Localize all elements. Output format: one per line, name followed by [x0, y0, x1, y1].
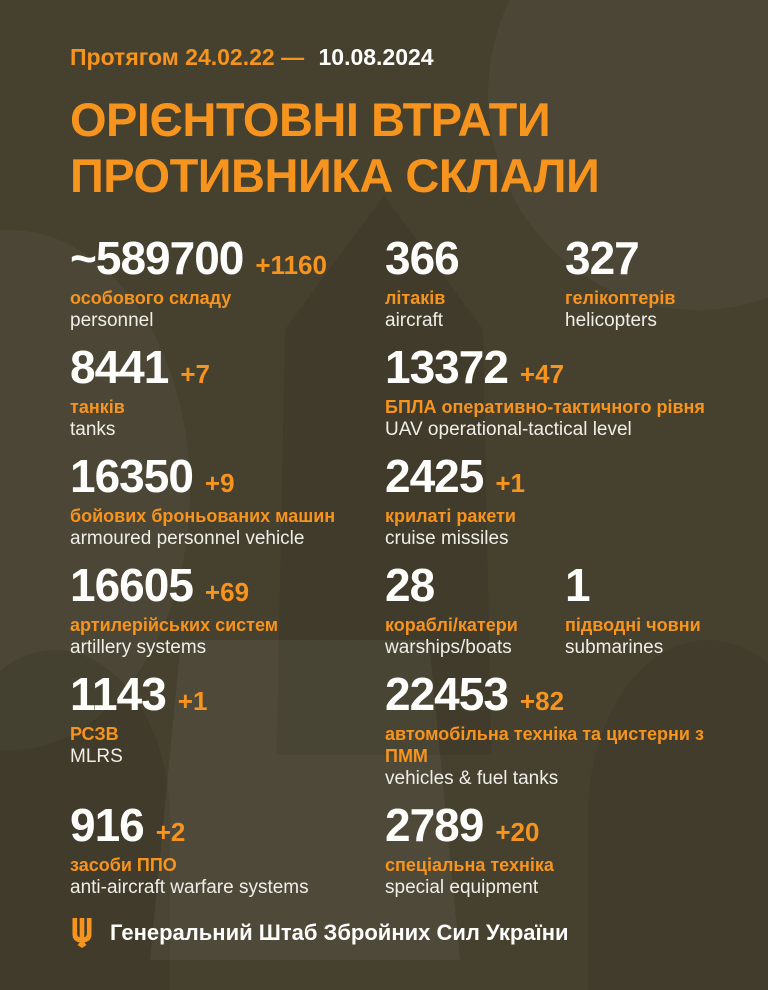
stat-label-uk: кораблі/катери	[385, 615, 518, 635]
report-period	[70, 44, 728, 70]
stat-mlrs	[70, 670, 385, 791]
stat-value-line	[385, 343, 728, 391]
stat-special-equipment	[385, 801, 728, 900]
stat-label-en: artillery systems	[70, 637, 207, 658]
stat-label-en: UAV operational-tactical level	[385, 419, 632, 440]
stat-label-uk: автомобільна техніка та цистерни з ПММ	[385, 724, 704, 766]
stat-delta: +47	[519, 359, 565, 389]
stat-delta: +7	[180, 359, 210, 389]
page-title-line2: ПРОТИВНИКА СКЛАЛИ	[70, 149, 600, 202]
stat-delta: +1	[495, 468, 525, 498]
stat-label-uk: РСЗВ	[70, 724, 119, 744]
stat-label-en: special equipment	[385, 877, 539, 898]
stat-aircraft	[385, 234, 565, 333]
stat-value-line	[565, 561, 728, 609]
stat-label-uk: бойових броньованих машин	[70, 506, 336, 526]
report-period-prefix: Протягом 24.02.22 —	[70, 44, 305, 70]
stat-personnel	[70, 234, 385, 333]
stat-value: 8441	[70, 341, 169, 393]
stats-row-2	[70, 343, 728, 442]
report-date: 10.08.2024	[318, 44, 434, 70]
stat-value: 1143	[70, 668, 166, 720]
stat-value-line	[70, 561, 385, 609]
stat-value-line	[70, 670, 385, 718]
stats-row-3	[70, 452, 728, 551]
stat-delta: +1160	[255, 250, 327, 280]
stats-row-5	[70, 670, 728, 791]
stat-label-en: vehicles & fuel tanks	[385, 768, 559, 789]
stat-label-en: tanks	[70, 419, 116, 440]
stat-uav	[385, 343, 728, 442]
stat-helicopters	[565, 234, 728, 333]
stat-artillery	[70, 561, 385, 660]
stat-label-uk: артилерійських систем	[70, 615, 279, 635]
page-title-line1: ОРІЄНТОВНІ ВТРАТИ	[70, 93, 551, 146]
stat-delta: +69	[204, 577, 250, 607]
stat-label-en: warships/boats	[385, 637, 512, 658]
stat-label-uk: особового складу	[70, 288, 232, 308]
stat-label-en: submarines	[565, 637, 664, 658]
stat-value-line	[385, 561, 565, 609]
stat-value: 2425	[385, 450, 484, 502]
stat-vehicles-fuel-tanks	[385, 670, 728, 791]
stat-value-line	[70, 234, 385, 282]
stat-warships	[385, 561, 565, 660]
page-title	[70, 92, 728, 204]
stat-label-uk: спеціальна техніка	[385, 855, 554, 875]
stat-label-en: armoured personnel vehicle	[70, 528, 305, 549]
stat-value: 2789	[385, 799, 484, 851]
stat-value-line	[70, 343, 385, 391]
stat-delta: +20	[495, 817, 540, 847]
stat-label-en: cruise missiles	[385, 528, 509, 549]
stat-value-line	[385, 234, 565, 282]
stat-value: ~589700	[70, 232, 244, 284]
stat-submarines	[565, 561, 728, 660]
stat-label-uk: гелікоптерів	[565, 288, 676, 308]
stat-value: 28	[385, 559, 435, 611]
stat-value-line	[70, 801, 385, 849]
stats-row-1	[70, 234, 728, 333]
stat-delta: +2	[155, 817, 186, 847]
stat-delta: +82	[519, 686, 565, 716]
stat-value: 916	[70, 799, 144, 851]
stat-label-uk: засоби ППО	[70, 855, 177, 875]
stat-label-en: personnel	[70, 310, 154, 331]
stat-label-en: aircraft	[385, 310, 444, 331]
stat-anti-aircraft	[70, 801, 385, 900]
stat-value-line	[385, 670, 728, 718]
stat-delta: +1	[177, 686, 208, 716]
stat-value-line	[70, 452, 385, 500]
stats-grid	[70, 234, 728, 900]
stat-label-uk: підводні човни	[565, 615, 701, 635]
trident-icon	[70, 918, 94, 948]
stat-value-line	[385, 801, 728, 849]
stat-value: 366	[385, 232, 459, 284]
stat-value: 16605	[70, 559, 193, 611]
stat-armoured-vehicles	[70, 452, 385, 551]
stats-row-6	[70, 801, 728, 900]
organization-name: Генеральний Штаб Збройних Сил України	[110, 920, 569, 945]
stat-label-en: anti-aircraft warfare systems	[70, 877, 309, 898]
stat-value: 13372	[385, 341, 508, 393]
stat-label-en: MLRS	[70, 746, 123, 767]
stat-value: 16350	[70, 450, 193, 502]
stat-value-line	[565, 234, 728, 282]
stat-label-uk: літаків	[385, 288, 446, 308]
stat-delta: +9	[204, 468, 235, 498]
stat-value: 1	[565, 559, 590, 611]
stat-label-uk: БПЛА оперативно-тактичного рівня	[385, 397, 705, 417]
stat-value-line	[385, 452, 728, 500]
stat-cruise-missiles	[385, 452, 728, 551]
stat-label-uk: танків	[70, 397, 125, 417]
footer	[70, 918, 728, 948]
stats-row-4	[70, 561, 728, 660]
stat-tanks	[70, 343, 385, 442]
stat-label-en: helicopters	[565, 310, 657, 331]
stat-value: 327	[565, 232, 639, 284]
stat-value: 22453	[385, 668, 508, 720]
stat-label-uk: крилаті ракети	[385, 506, 517, 526]
